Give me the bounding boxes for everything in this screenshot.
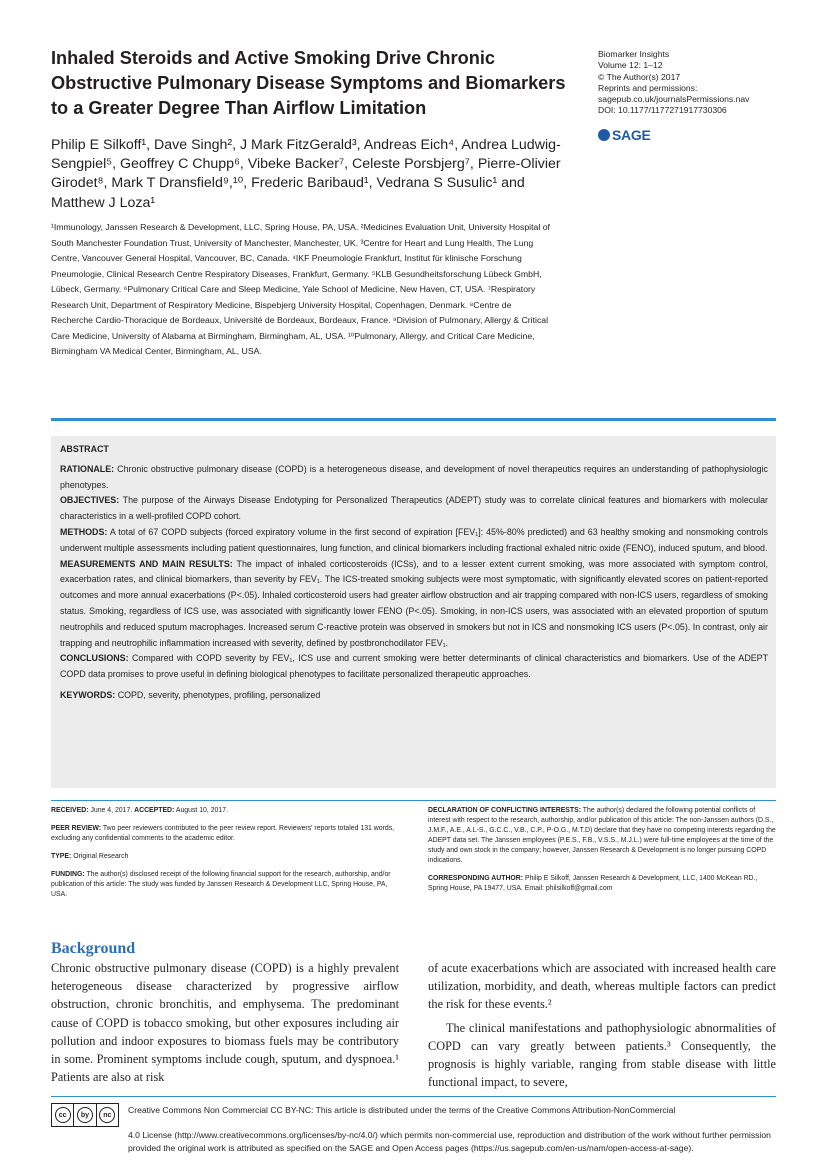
- abstract-objectives: OBJECTIVES: The purpose of the Airways Disease Endotyping for Personalized Therapeutics (ADEPT) study was to correlate clinical features and biomarkers with molecular characteristics in a well-profiled COPD cohort.: [60, 495, 768, 522]
- section-heading: Background: [51, 940, 136, 957]
- abstract-conclusions: CONCLUSIONS: Compared with COPD severity by FEV₁, ICS use and current smoking were better determinants of clinical characteristics and biomarkers. Use of the ADEPT COPD data promises to prove useful in defining biological phenotypes to facilitate personalized therapeutic approaches.: [60, 653, 768, 680]
- attribution-icon: by: [74, 1104, 96, 1126]
- divider: [51, 418, 776, 421]
- paragraph: Chronic obstructive pulmonary disease (COPD) is a highly prevalent heterogeneous disease characterized by progressive airflow obstruction, chronic bronchitis, and emphysema. The predominant cause of COPD is tobacco smoking, but other exposures including air pollution and indoor exposures to biomass fuels may be contributory in some. Prominent symptoms include cough, sputum, and dyspnoea.¹ Patients are also at risk: [51, 961, 399, 1085]
- article-title: Inhaled Steroids and Active Smoking Drive Chronic Obstructive Pulmonary Disease Symptoms and Biomarkers to a Greater Degree Than Airflow Limitation: [51, 48, 566, 118]
- license-text-continued: 4.0 License (http://www.creativecommons.org/licenses/by-nc/4.0/) which permits non-commercial use, reproduction and distribution of the work without further permission provided the original work is attributed as specified on the SAGE and Open Access pages (https://us.sagepub.com/en-us/nam/open-access-at-sage).: [128, 1130, 771, 1153]
- conflicts: DECLARATION OF CONFLICTING INTERESTS: The author(s) declared the following potential conflicts of interest with respect to the research, authorship, and/or publication of this article: The non-Janssen authors (D.S., J.M.F., A.E., A.L-S., G.C.C., V.B., C.P., P-O.G., M.T.D) declare that they have no competing interests regarding the ADEPT data set. The Janssen employees (P.E.S., F.B., V.S.S., M.J.L.) were full-time employees at the time of the study and own stock in the company; however, Janssen Research & Development is no longer pursuing COPD indications.: [428, 807, 776, 864]
- affiliations: ¹Immunology, Janssen Research & Development, LLC, Spring House, PA, USA. ²Medicines Evaluation Unit, University Hospital of South Manchester Foundation Trust, University of Manchester, Manchester, UK. ³Centre for Heart and Lung Health, The Lung Centre, Vancouver General Hospital, Vancouver, BC, Canada. ⁴IKF Pneumologie Frankfurt, Institut für klinische Forschung Pneumologie, Clinical Research Centre Respiratory Diseases, Frankfurt, Germany. ⁵KLB Gesundheitsforschung Lübeck GmbH, Lübeck, Germany. ⁶Pulmonary Critical Care and Sleep Medicine, Yale School of Medicine, New Haven, CT, USA. ⁷Respiratory Research Unit, Department of Respiratory Medicine, Bispebjerg University Hospital, Copenhagen, Denmark. ⁸Centre de Recherche Cardio-Thoracique de Bordeaux, Université de Bordeaux, Bordeaux, France. ⁹Division of Pulmonary, Allergy & Critical Care Medicine, University of Alabama at Birmingham, Birmingham, AL, USA. ¹⁰Pulmonary, Allergy, and Critical Care Medicine, Birmingham VA Medical Center, Birmingham, AL, USA.: [51, 222, 550, 356]
- abstract-rationale: RATIONALE: Chronic obstructive pulmonary disease (COPD) is a heterogeneous disease, and development of novel therapeutics requires an understanding of pathophysiologic phenotypes.: [60, 463, 768, 490]
- reprints-link[interactable]: sagepub.co.uk/journalsPermissions.nav: [598, 94, 750, 105]
- paragraph: The clinical manifestations and pathophysiologic abnormalities of COPD can vary greatly between patients.³ Consequently, the prognosis is highly variable, ranging from stable disease with little functional impact, to severe,: [428, 1020, 776, 1090]
- paragraph: of acute exacerbations which are associated with increased health care utilization, morbidity, and death, whereas multiple factors can predict the risk for these events.²: [428, 961, 776, 1012]
- sage-logo-text: SAGE: [612, 127, 651, 143]
- doi[interactable]: DOI: 10.1177/1177271917730306: [598, 105, 727, 116]
- reprints-label: Reprints and permissions:: [598, 82, 698, 93]
- article-type: TYPE: Original Research: [51, 853, 129, 860]
- abstract-heading: ABSTRACT: [60, 444, 109, 454]
- funding: FUNDING: The author(s) disclosed receipt of the following financial support for the research, authorship, and/or publication of this article: The study was funded by Janssen Research & Development LLC, Spring House, PA, USA.: [51, 871, 391, 898]
- abstract-methods: METHODS: A total of 67 COPD subjects (forced expiratory volume in the first second of expiration [FEV₁]: 45%-80% predicted) and 63 healthy smoking and nonsmoking controls underwent multiple assessments including patient questionnaires, lung function, and clinical biomarkers including fractional exhaled nitric oxide (FENO), induced sputum, and blood.: [60, 526, 768, 553]
- cc-license-badge[interactable]: [51, 1103, 119, 1127]
- noncommercial-icon: nc: [97, 1104, 118, 1126]
- keywords: KEYWORDS: COPD, severity, phenotypes, profiling, personalized: [60, 689, 321, 700]
- body-column-left: [51, 959, 399, 1086]
- cc-icon: cc: [52, 1104, 74, 1126]
- article-meta-left: [51, 806, 396, 908]
- divider: [51, 800, 776, 801]
- peer-review: PEER REVIEW: Two peer reviewers contributed to the peer review report. Reviewers' reports totaled 131 words, excluding any confidential comments to the academic editor.: [51, 825, 395, 842]
- sage-logo-icon: [598, 129, 610, 141]
- dates: RECEIVED: June 4, 2017. ACCEPTED: August 10, 2017.: [51, 807, 228, 814]
- divider: [51, 1096, 776, 1097]
- journal-volume: Volume 12: 1–12: [598, 60, 663, 71]
- article-meta-right: [428, 806, 776, 902]
- abstract-box: [51, 436, 776, 788]
- author-list: Philip E Silkoff¹, Dave Singh², J Mark FitzGerald³, Andreas Eich⁴, Andrea Ludwig-Sengpiel⁵, Geoffrey C Chupp⁶, Vibeke Backer⁷, Celeste Porsbjerg⁷, Pierre-Olivier Girodet⁸, Mark T Dransfield⁹,¹⁰, Frederic Baribaud¹, Vedrana S Susulic¹ and Matthew J Loza¹: [51, 137, 561, 211]
- journal-info: [598, 49, 798, 117]
- license-text: Creative Commons Non Commercial CC BY-NC: This article is distributed under the terms of the Creative Commons Attribution-NonCommercial: [128, 1105, 676, 1115]
- journal-name: Biomarker Insights: [598, 49, 670, 59]
- corresponding-author: CORRESPONDING AUTHOR: Philip E Silkoff, Janssen Research & Development, LLC, 1400 McKean RD., Spring House, PA 19477, USA. Email: philsilkoff@gmail.com: [428, 875, 758, 892]
- abstract-results: MEASUREMENTS AND MAIN RESULTS: The impact of inhaled corticosteroids (ICSs), and to a lesser extent current smoking, was more associated with symptom control, exacerbation rates, and clinical biomarkers, than severity by FEV₁. The ICS-treated smoking subjects were most symptomatic, with significantly elevated scores on patient-reported outcomes and more annual exacerbations (P<.05). Inhaled corticosteroid users had greater airflow obstruction and air trapping compared with non-ICS users, regardless of smoking status. Smoking, regardless of ICS use, was associated with significantly lower FENO (P<.05). Smoking, in non-ICS users, was associated with an elevated proportion of sputum neutrophils and reduced sputum macrophages. Increased serum C-reactive protein was observed in smokers but not in ICS and nonsmoking ICS users (P<.05). In contrast, only air trapping and neutrophilic inflammation increased with severity, defined by postbronchodilator FEV₁.: [60, 558, 768, 648]
- sage-logo: [598, 127, 650, 143]
- copyright: © The Author(s) 2017: [598, 71, 681, 82]
- body-column-right: [428, 959, 776, 1091]
